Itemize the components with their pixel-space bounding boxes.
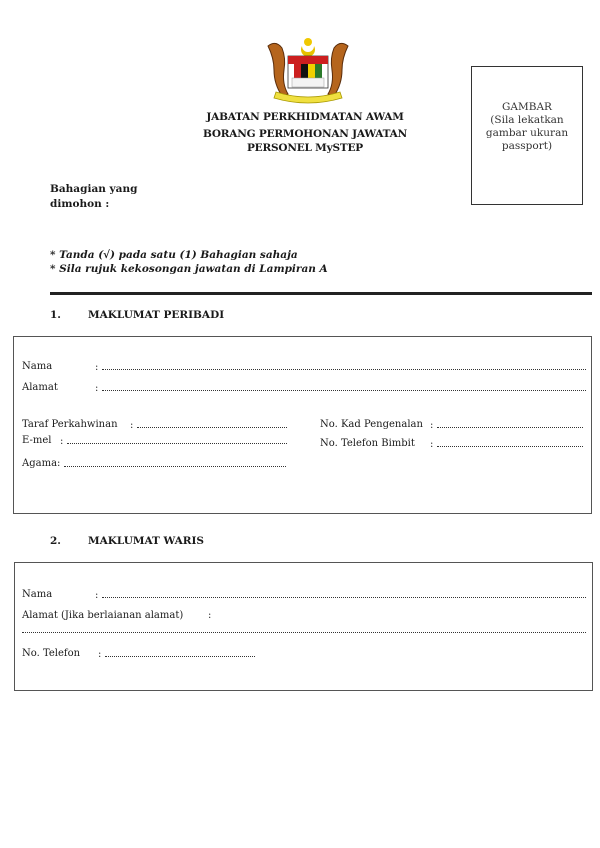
field-emel-input[interactable] xyxy=(60,435,287,447)
photo-instruction-line3: passport) xyxy=(501,140,553,152)
field-agama-label: Agama: xyxy=(22,458,61,469)
field-agama-input[interactable] xyxy=(64,458,286,470)
field-nama xyxy=(22,361,52,372)
field-nama-label: Nama xyxy=(22,361,53,372)
note-refer-appendix: * Sila rujuk kekosongan jawatan di Lampiran A xyxy=(50,263,328,275)
photo-instruction-line1: (Sila lekatkan xyxy=(490,114,564,126)
section1-number: 1. xyxy=(50,309,61,321)
nama-dotted-line[interactable] xyxy=(102,361,586,370)
waris-nama-dotted-line[interactable] xyxy=(102,589,586,598)
waris-field-nama xyxy=(22,589,52,600)
colon: : xyxy=(60,436,64,447)
waris-alamat-dotted-line[interactable] xyxy=(22,624,586,633)
waris-telefon-dotted-line[interactable] xyxy=(105,648,255,657)
horizontal-divider xyxy=(50,292,592,295)
field-nama-input[interactable] xyxy=(95,361,586,373)
waris-nama-input[interactable] xyxy=(95,589,586,601)
waris-telefon-input[interactable] xyxy=(98,648,255,660)
field-emel xyxy=(22,435,51,446)
section-applied-label-line1: Bahagian yang xyxy=(50,183,138,195)
taraf-dotted-line[interactable] xyxy=(137,419,287,428)
emel-dotted-line[interactable] xyxy=(67,435,287,444)
section2-number: 2. xyxy=(50,535,61,547)
colon: : xyxy=(430,420,434,431)
photo-placeholder-box xyxy=(471,66,583,205)
field-taraf-perkahwinan xyxy=(22,419,118,430)
field-alamat xyxy=(22,382,58,393)
form-title-line2: PERSONEL MySTEP xyxy=(246,142,363,154)
field-taraf-input[interactable] xyxy=(130,419,287,431)
kad-dotted-line[interactable] xyxy=(437,419,583,428)
field-agama xyxy=(22,458,60,469)
field-telefon-bimbit-label: No. Telefon Bimbit xyxy=(320,438,415,449)
department-name: JABATAN PERKHIDMATAN AWAM xyxy=(206,111,404,123)
telefon-bimbit-dotted-line[interactable] xyxy=(437,438,583,447)
field-telefon-bimbit xyxy=(320,438,415,449)
form-title-line1: BORANG PERMOHONAN JAWATAN xyxy=(202,128,408,140)
alamat-dotted-line[interactable] xyxy=(102,382,586,391)
field-kad-label: No. Kad Pengenalan xyxy=(320,419,423,430)
colon: : xyxy=(95,383,99,394)
colon: : xyxy=(130,420,134,431)
colon: : xyxy=(95,590,99,601)
field-kad-pengenalan xyxy=(320,419,423,430)
field-alamat-input[interactable] xyxy=(95,382,586,394)
photo-instruction-line2: gambar ukuran xyxy=(485,127,569,139)
photo-label: GAMBAR xyxy=(502,101,552,113)
malaysia-coat-of-arms-icon xyxy=(262,36,354,104)
waris-alamat-label: Alamat (Jika berlaianan alamat) xyxy=(22,610,184,621)
waris-alamat-input[interactable] xyxy=(22,624,586,636)
field-telefon-bimbit-input[interactable] xyxy=(430,438,583,450)
field-emel-label: E-mel xyxy=(22,435,52,446)
waris-nama-label: Nama xyxy=(22,589,53,600)
field-alamat-label: Alamat xyxy=(22,382,58,393)
colon: : xyxy=(98,649,102,660)
section2-title: MAKLUMAT WARIS xyxy=(88,535,205,547)
colon: : xyxy=(95,362,99,373)
waris-field-alamat xyxy=(22,610,183,621)
note-tick-one: * Tanda (√) pada satu (1) Bahagian sahaja xyxy=(50,249,298,261)
colon: : xyxy=(208,610,212,621)
waris-field-telefon xyxy=(22,648,80,659)
section1-title: MAKLUMAT PERIBADI xyxy=(88,309,225,321)
field-kad-input[interactable] xyxy=(430,419,583,431)
waris-alamat-colon xyxy=(208,610,211,621)
agama-dotted-line[interactable] xyxy=(64,458,286,467)
field-taraf-label: Taraf Perkahwinan xyxy=(22,419,118,430)
section-applied-label-line2: dimohon : xyxy=(50,198,110,210)
waris-telefon-label: No. Telefon xyxy=(22,648,81,659)
colon: : xyxy=(430,439,434,450)
